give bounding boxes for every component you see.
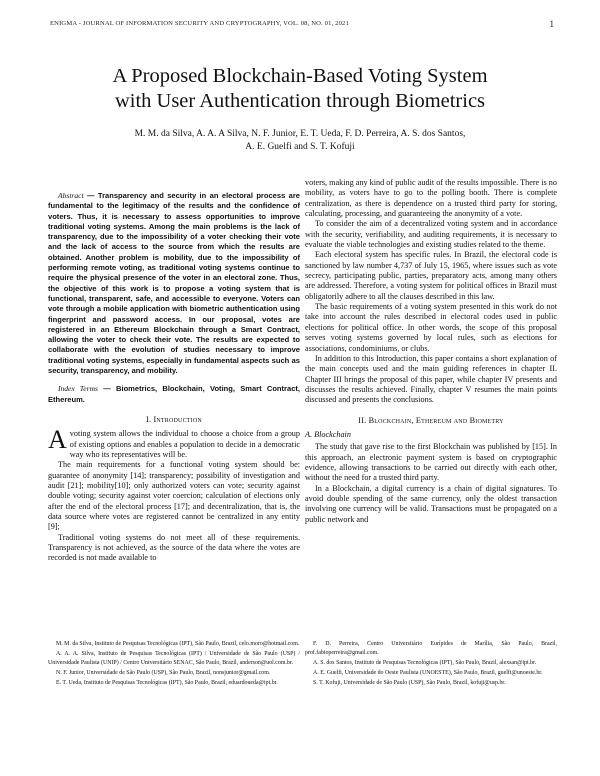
footnote: A. S. dos Santos, Instituto de Pesquisas Tecnológicas (IPT), São Paulo, Brazil, alexsan@ipt.br.	[313, 659, 537, 666]
footnote: N. F. Junior, Universidade de São Paulo (USP), São Paulo, Brazil, nonsjunior@gmail.com.	[56, 669, 271, 676]
title-line-1: A Proposed Blockchain-Based Voting System	[112, 65, 488, 87]
index-terms	[48, 384, 300, 405]
section-heading-introduction: I. Introduction	[146, 414, 202, 424]
abstract-text: — Transparency and security in an electoral process are fundamental to the legitimacy of the results and the confidence of voters. Thus, it is necessary to assess opportunities to improve traditional voting systems. Among the main problems is the lack of transparency, due to the impossibility of a voter checking their vote and the lack of access to the source from which the results are obtained. Another problem is mobility, due to the impossibility of performing remote voting, as traditional voting systems continue to require the physical presence of the voter in an electoral zone. Thus, the objective of this work is to propose a voting system that is functional, transparent, safe, and accessible to everyone. Voters can vote through a mobile application with biometric authentication using fingerprint and password access. In our proposal, votes are registered in an Ethereum Blockchain through a Smart Contract, allowing the voter to check their vote. The results are expected to collaborate with the evolution of studies necessary to improve traditional voting systems, especially in fundamental aspects such as security, transparency, and mobility.	[48, 191, 300, 376]
paper-title	[40, 64, 560, 114]
index-terms-label: Index Terms	[58, 384, 98, 394]
intro-paragraph-2: The main requirements for a functional voting system should be: guarantee of anonymity [14]; transparency; possibility of investigation and audit [21]; mobility[10]; only authorized voters can vote; security against double voting; security against voter coercion; calculation of elections only after the end of the electoral process [17]; and decentralization, that is, the data source where votes are registered cannot be centralized in any entity [9];	[48, 460, 300, 532]
footnotes-right	[305, 640, 557, 689]
intro-paragraph-3: Traditional voting systems do not meet all of these requirements. Transparency is not achieved, as the source of the data where the votes are recorded is not made available to	[48, 532, 300, 563]
footnote: F. D. Perreira, Centro Universitário Eurípides de Marília, São Paulo, Brazil, prof.fabioperreira@gmail.com.	[305, 641, 557, 656]
running-head: ENIGMA - JOURNAL OF INFORMATION SECURITY AND CRYPTOGRAPHY, VOL. 08, NO. 01, 2021	[50, 20, 349, 27]
drop-cap: A	[48, 425, 67, 455]
authors-line-1: M. M. da Silva, A. A. A Silva, N. F. Junior, E. T. Ueda, F. D. Perreira, A. S. dos Santos,	[134, 129, 466, 139]
footnote: A. A. A. Silva, Instituto de Pesquisas Tecnológicas (IPT) / Universidade de São Paulo (USP) / Universidade Paulista (UNIP) / Centro Universitário SENAC, São Paulo, Brazil, anderson@uol.com.br.	[48, 651, 300, 666]
footnotes-left	[48, 640, 300, 689]
right-column	[305, 178, 557, 525]
blockchain-paragraph-2: In a Blockchain, a digital currency is a chain of digital signatures. To avoid double spending of the same currency, only the oldest transaction involving one currency will be valid. Transactions must be propagated on a public network and	[305, 483, 557, 524]
right-paragraph-3: Each electoral system has specific rules. In Brazil, the electoral code is sanctioned by law number 4,737 of July 15, 1965, where issues such as vote secrecy, participating public, parties, preparatory acts, among many others are addressed. Therefore, a voting system for political offices in Brazil must obligatorily adhere to all the clauses described in this law.	[305, 250, 557, 301]
blockchain-paragraph-1: The study that gave rise to the first Blockchain was published by [15]. In this approach, an electronic payment system is based on cryptographic evidence, allowing transactions to be carried out directly with each other, without the need for a trusted third party.	[305, 442, 557, 483]
right-paragraph-2: To consider the aim of a decentralized voting system and in accordance with the security, verifiability, and auditing requirements, it is necessary to evaluate the viable technologies and existing studies related to the theme.	[305, 219, 557, 250]
footnote: E. T. Ueda, Instituto de Pesquisas Tecnológicas (IPT), São Paulo, Brazil, eduardoueda@ipt.br.	[56, 679, 278, 686]
abstract-label: Abstract	[58, 191, 84, 200]
author-list	[60, 128, 540, 154]
abstract	[48, 191, 300, 376]
intro-paragraph-1: Avoting system allows the individual to choose a choice from a group of existing options and enables a population to decide in a democratic way who its representatives will be.	[48, 425, 300, 459]
title-line-2: with User Authentication through Biometrics	[114, 90, 486, 112]
footnote: M. M. da Silva, Instituto de Pesquisas Tecnológicas (IPT), São Paulo, Brazil, celo.moro@hotmail.com.	[56, 641, 300, 647]
authors-line-2: A. E. Guelfi and S. T. Kofuji	[245, 142, 355, 152]
right-paragraph-4: The basic requirements of a voting system presented in this work do not take into account the rules described in electoral codes used in public elections for political office. In other words, the scope of this proposal serves voting systems governed by local rules, such as elections for associations, condominiums, or clubs.	[305, 302, 557, 353]
left-column	[48, 191, 300, 564]
footnote: S. T. Kofuji, Universidade de São Paulo (USP), São Paulo, Brazil, kofuji@usp.br.	[313, 679, 506, 686]
page-number: 1	[549, 19, 554, 29]
right-paragraph-5: In addition to this Introduction, this paper contains a short explanation of the main concepts used and the main guiding references in chapter II. Chapter III brings the proposal of this paper, while chapter IV presents and discusses the results achieved. Finally, chapter V resumes the main points discussed and presents the conclusions.	[305, 353, 557, 405]
index-terms-text: — Biometrics, Blockchain, Voting, Smart Contract, Ethereum.	[48, 384, 300, 404]
section-heading-blockchain: II. Blockchain, Ethereum and Biometry	[358, 415, 504, 425]
footnote: A. E. Guelfi, Universidade do Oeste Paulista (UNOESTE), São Paulo, Brazil, guelfi@unoeste.br.	[313, 669, 543, 676]
right-paragraph-1: voters, making any kind of public audit of the results impossible. There is no mobility, as voters have to go to the polling booth. There is complete centralization, as there is dependence on a trusted third party for storing, calculating, processing, and guaranteeing the anonymity of a vote.	[305, 178, 557, 219]
subsection-heading-blockchain: A. Blockchain	[305, 429, 351, 439]
